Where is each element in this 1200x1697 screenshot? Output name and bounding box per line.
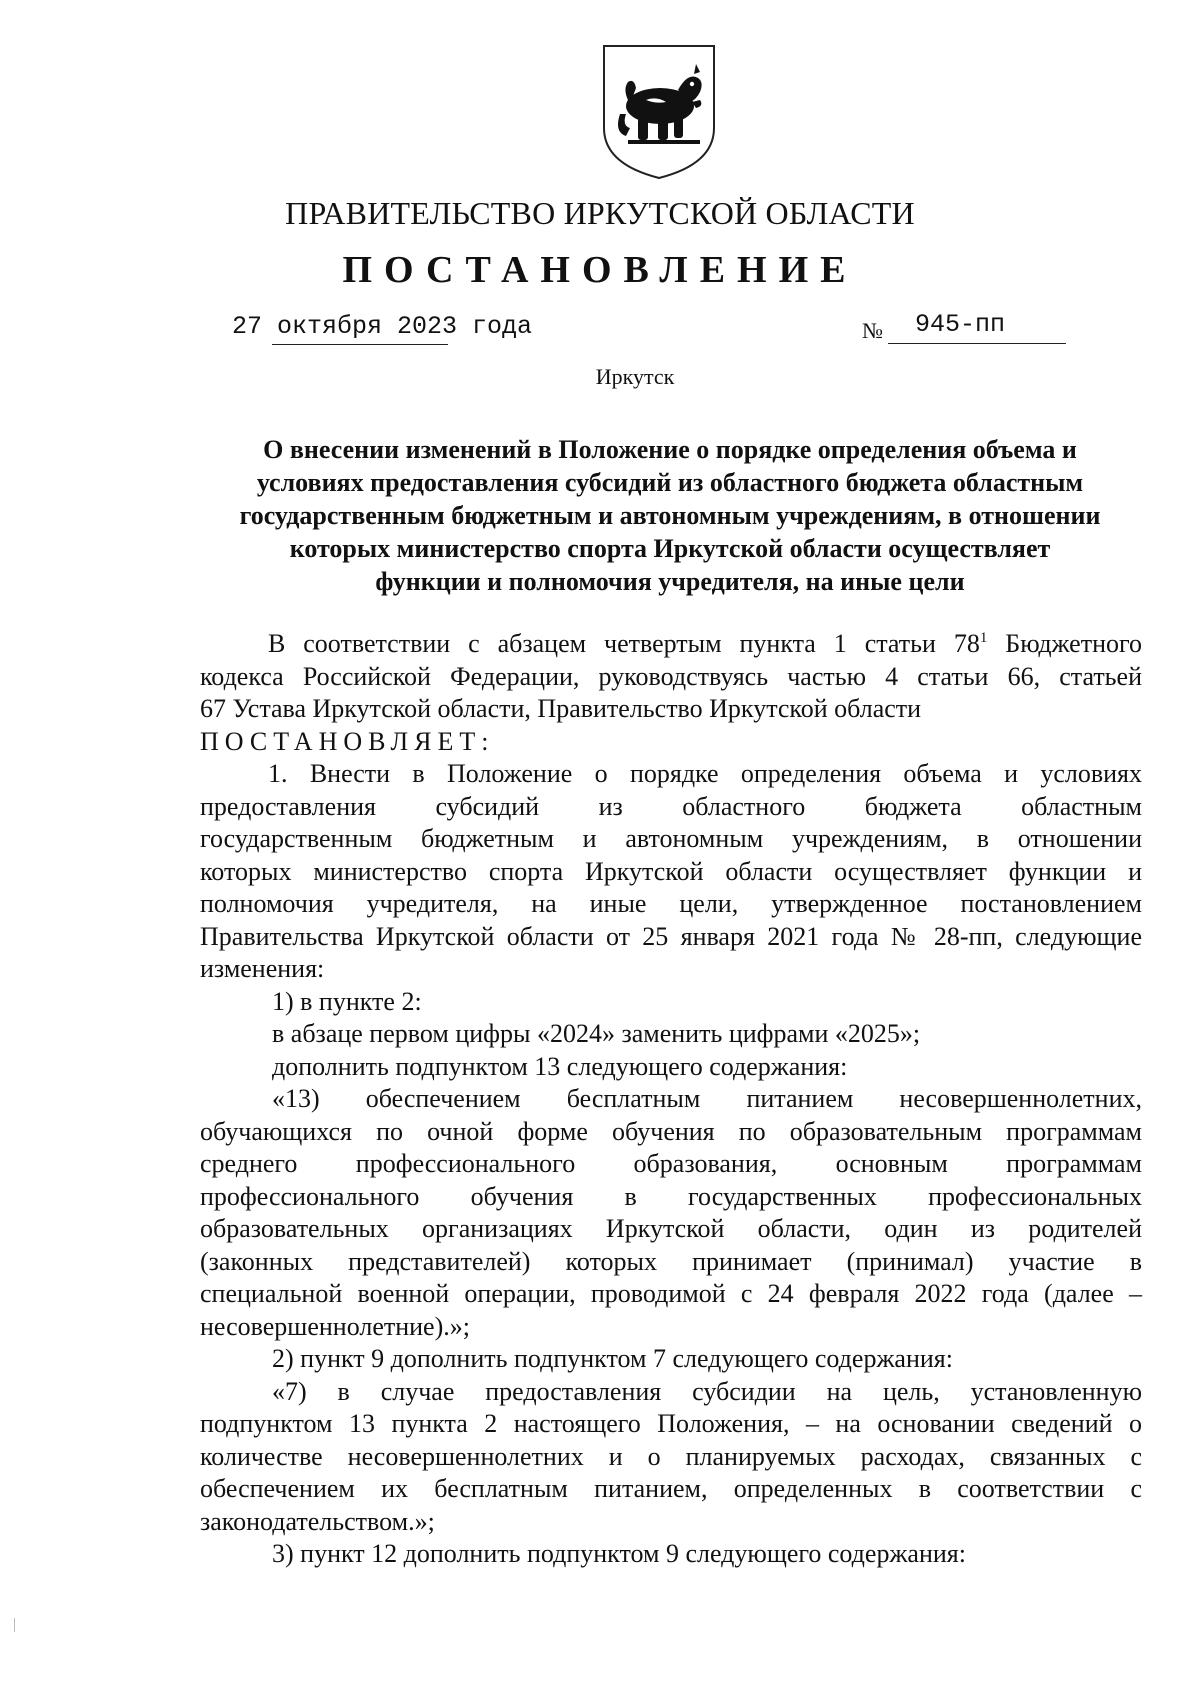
quote-line: «13) обеспечением бесплатным питанием несовершеннолетних, (272, 1084, 1142, 1113)
document-type: ПОСТАНОВЛЕНИЕ (342, 249, 858, 291)
organization-name: ПРАВИТЕЛЬСТВО ИРКУТСКОЙ ОБЛАСТИ (285, 195, 915, 231)
preamble-line (200, 628, 1142, 661)
preamble-text: Бюджетного (987, 629, 1143, 658)
preamble-line: 67 Устава Иркутской области, Правительство Иркутской области (200, 694, 922, 723)
preamble-line: кодекса Российской Федерации, руководствуясь частью 4 статьи 66, статьей (200, 661, 1142, 691)
scan-margin-mark (14, 1618, 15, 1632)
number-underline (888, 343, 1066, 344)
title-line: О внесении изменений в Положение о порядке определения объема и (263, 435, 1077, 464)
document-body (200, 628, 1142, 1571)
coat-of-arms-emblem (600, 42, 718, 182)
title-line: условиях предоставления субсидий из областного бюджета областным (256, 468, 1084, 497)
date-underline (272, 344, 448, 345)
quote-line: количестве несовершеннолетних и о планируемых расходах, связанных с (200, 1441, 1142, 1471)
document-title (190, 433, 1150, 598)
subitem-line: 2) пункт 9 дополнить подпунктом 7 следующего содержания: (272, 1344, 953, 1373)
quote-line: обучающихся по очной форме обучения по образовательным программам (200, 1116, 1142, 1146)
subitem-line: в абзаце первом цифры «2024» заменить цифрами «2025»; (272, 1019, 921, 1048)
quote-line: несовершеннолетние).»; (200, 1311, 470, 1341)
paragraph-line: Правительства Иркутской области от 25 января 2021 года № 28-пп, следующие (200, 921, 1142, 951)
quote-line: подпунктом 13 пункта 2 настоящего Положения, – на основании сведений о (200, 1409, 1142, 1438)
quote-line: (законных представителей) которых принимает (принимал) участие в (200, 1246, 1142, 1276)
quote-line: среднего профессионального образования, основным программам (200, 1149, 1142, 1178)
decree-word: ПОСТАНОВЛЯЕТ: (200, 726, 495, 756)
quote-line: обеспечением их бесплатным питанием, определенных в соответствии с (200, 1474, 1142, 1503)
quote-line: законодательством.»; (200, 1506, 435, 1536)
document-date: 27 октября 2023 года (232, 312, 533, 341)
paragraph-line: которых министерство спорта Иркутской области осуществляет функции и (200, 856, 1142, 886)
paragraph-line: изменения: (200, 954, 325, 983)
title-line: функции и полномочия учредителя, на иные цели (375, 567, 965, 596)
title-line: государственным бюджетным и автономным учреждениям, в отношении (239, 501, 1101, 530)
subitem-line: 3) пункт 12 дополнить подпунктом 9 следующего содержания: (272, 1539, 966, 1568)
title-line: которых министерство спорта Иркутской области осуществляет (289, 534, 1051, 563)
quote-line: «7) в случае предоставления субсидии на цель, установленную (272, 1376, 1142, 1406)
quote-line: профессионального обучения в государственных профессиональных (200, 1181, 1142, 1211)
document-number: 945-пп (915, 310, 1006, 339)
preamble-text: В соответствии с абзацем четвертым пункта 1 статьи 78 (268, 629, 980, 658)
paragraph-line: государственным бюджетным и автономным учреждениям, в отношении (200, 824, 1142, 853)
paragraph-line: 1. Внести в Положение о порядке определения объема и условиях (268, 759, 1142, 788)
article-superscript: 1 (979, 630, 988, 646)
number-label: № (862, 318, 883, 343)
quote-line: образовательных организациях Иркутской области, один из родителей (200, 1214, 1142, 1243)
city-name: Иркутск (595, 364, 675, 389)
paragraph-line: полномочия учредителя, на иные цели, утвержденное постановлением (200, 889, 1142, 918)
subitem-line: дополнить подпунктом 13 следующего содержания: (272, 1051, 848, 1081)
subitem-line: 1) в пункте 2: (272, 986, 422, 1016)
paragraph-line: предоставления субсидий из областного бюджета областным (200, 791, 1142, 821)
quote-line: специальной военной операции, проводимой с 24 февраля 2022 года (далее – (200, 1279, 1142, 1308)
